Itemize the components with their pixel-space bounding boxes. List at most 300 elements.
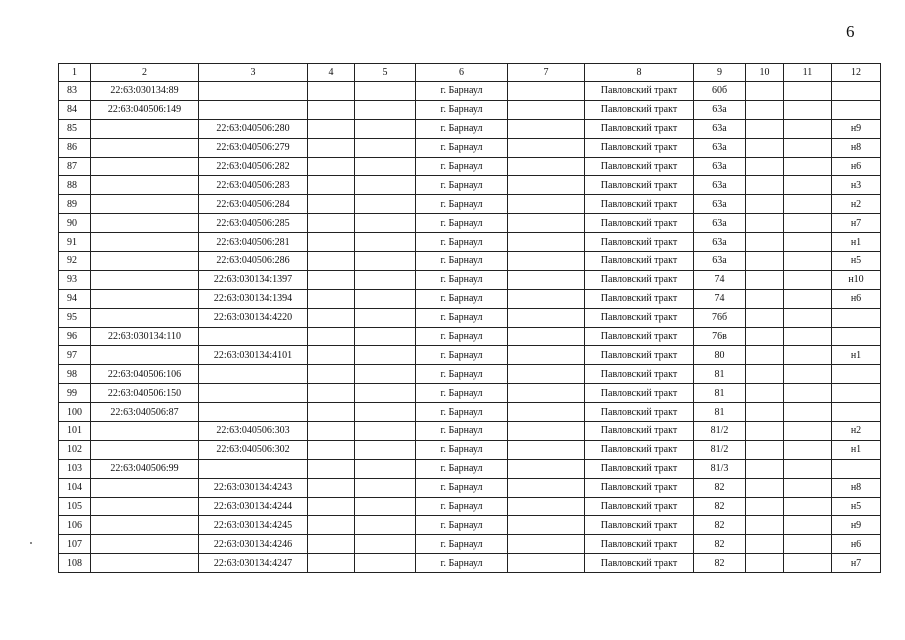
column-header: 11 xyxy=(784,64,832,82)
table-cell xyxy=(355,422,416,441)
table-cell xyxy=(308,195,355,214)
table-cell: н2 xyxy=(832,195,881,214)
table-cell xyxy=(355,440,416,459)
table-cell: н9 xyxy=(832,119,881,138)
table-cell: г. Барнаул xyxy=(416,440,508,459)
table-row xyxy=(59,365,881,384)
table-cell xyxy=(508,233,585,252)
table-cell xyxy=(508,459,585,478)
table-cell xyxy=(746,535,784,554)
column-header: 9 xyxy=(694,64,746,82)
table-cell: 22:63:040506:150 xyxy=(91,384,199,403)
table-cell xyxy=(784,252,832,271)
table-row xyxy=(59,176,881,195)
table-cell xyxy=(199,327,308,346)
table-cell xyxy=(355,157,416,176)
table-cell: 94 xyxy=(59,289,91,308)
table-cell: г. Барнаул xyxy=(416,327,508,346)
table-cell xyxy=(308,270,355,289)
table-cell: н2 xyxy=(832,422,881,441)
table-cell xyxy=(355,233,416,252)
table-cell xyxy=(508,478,585,497)
table-cell: 83 xyxy=(59,82,91,101)
table-cell: 22:63:040506:285 xyxy=(199,214,308,233)
table-cell xyxy=(91,422,199,441)
table-row xyxy=(59,82,881,101)
table-cell: Павловский тракт xyxy=(585,327,694,346)
table-cell: 63а xyxy=(694,233,746,252)
table-cell xyxy=(308,516,355,535)
table-cell: 100 xyxy=(59,403,91,422)
table-cell: 22:63:040506:87 xyxy=(91,403,199,422)
table-cell xyxy=(784,459,832,478)
table-cell xyxy=(784,270,832,289)
table-cell: 22:63:030134:4245 xyxy=(199,516,308,535)
table-cell: н6 xyxy=(832,157,881,176)
table-cell: 22:63:040506:279 xyxy=(199,138,308,157)
table-cell: н5 xyxy=(832,497,881,516)
table-cell: г. Барнаул xyxy=(416,195,508,214)
table-cell: 82 xyxy=(694,535,746,554)
table-cell xyxy=(355,535,416,554)
table-cell: н10 xyxy=(832,270,881,289)
table-cell: 60б xyxy=(694,82,746,101)
table-cell xyxy=(746,554,784,573)
table-cell xyxy=(508,289,585,308)
table-cell xyxy=(784,308,832,327)
table-cell: н8 xyxy=(832,138,881,157)
table-cell xyxy=(784,233,832,252)
table-cell: 76в xyxy=(694,327,746,346)
header-row xyxy=(59,64,881,82)
table-row xyxy=(59,459,881,478)
table-cell xyxy=(746,195,784,214)
table-cell: г. Барнаул xyxy=(416,365,508,384)
table-cell: 82 xyxy=(694,478,746,497)
table-cell xyxy=(784,289,832,308)
table-cell xyxy=(746,327,784,346)
table-cell xyxy=(508,403,585,422)
table-cell: Павловский тракт xyxy=(585,459,694,478)
table-cell xyxy=(746,459,784,478)
table-cell xyxy=(832,82,881,101)
table-cell: 22:63:030134:1394 xyxy=(199,289,308,308)
table-cell: н1 xyxy=(832,440,881,459)
table-cell xyxy=(508,554,585,573)
table-cell xyxy=(784,82,832,101)
table-cell xyxy=(784,535,832,554)
table-cell xyxy=(746,252,784,271)
table-cell: 81/2 xyxy=(694,440,746,459)
table-cell: 22:63:030134:4220 xyxy=(199,308,308,327)
table-cell: 22:63:030134:4246 xyxy=(199,535,308,554)
table-cell: н7 xyxy=(832,214,881,233)
table-cell xyxy=(746,497,784,516)
table-cell xyxy=(355,327,416,346)
table-cell: г. Барнаул xyxy=(416,535,508,554)
table-cell: н9 xyxy=(832,516,881,535)
table-cell: 22:63:030134:4101 xyxy=(199,346,308,365)
table-cell: г. Барнаул xyxy=(416,233,508,252)
table-cell: Павловский тракт xyxy=(585,384,694,403)
table-cell: г. Барнаул xyxy=(416,459,508,478)
column-header: 10 xyxy=(746,64,784,82)
table-cell xyxy=(355,195,416,214)
table-cell xyxy=(308,365,355,384)
table-cell xyxy=(784,384,832,403)
table-row xyxy=(59,119,881,138)
table-row xyxy=(59,346,881,365)
table-cell xyxy=(308,346,355,365)
table-cell: Павловский тракт xyxy=(585,176,694,195)
table-cell xyxy=(746,100,784,119)
table-cell xyxy=(508,252,585,271)
table-cell xyxy=(746,270,784,289)
table-cell xyxy=(355,365,416,384)
table-cell: 108 xyxy=(59,554,91,573)
table-cell: 22:63:030134:4247 xyxy=(199,554,308,573)
table-cell: г. Барнаул xyxy=(416,119,508,138)
table-cell: 22:63:040506:99 xyxy=(91,459,199,478)
table-cell xyxy=(308,157,355,176)
table-cell: н7 xyxy=(832,554,881,573)
table-cell xyxy=(308,82,355,101)
column-header: 3 xyxy=(199,64,308,82)
table-cell xyxy=(355,554,416,573)
table-cell: 81 xyxy=(694,384,746,403)
table-cell: 63а xyxy=(694,138,746,157)
table-cell xyxy=(355,403,416,422)
column-header: 5 xyxy=(355,64,416,82)
table-cell xyxy=(91,233,199,252)
table-row xyxy=(59,478,881,497)
table-cell: 63а xyxy=(694,157,746,176)
table-row xyxy=(59,440,881,459)
table-cell: Павловский тракт xyxy=(585,100,694,119)
table-row xyxy=(59,308,881,327)
column-header: 7 xyxy=(508,64,585,82)
table-cell: г. Барнаул xyxy=(416,289,508,308)
table-cell: Павловский тракт xyxy=(585,554,694,573)
table-cell xyxy=(746,176,784,195)
table-cell xyxy=(91,308,199,327)
table-cell xyxy=(832,100,881,119)
table-cell: г. Барнаул xyxy=(416,554,508,573)
table-cell xyxy=(746,422,784,441)
table-cell xyxy=(355,119,416,138)
table-cell xyxy=(355,289,416,308)
table-cell xyxy=(91,252,199,271)
table-row xyxy=(59,289,881,308)
table-cell: 81 xyxy=(694,365,746,384)
table-row xyxy=(59,497,881,516)
table-cell xyxy=(746,403,784,422)
table-cell xyxy=(784,100,832,119)
table-cell xyxy=(91,289,199,308)
table-cell: 63а xyxy=(694,214,746,233)
table-row xyxy=(59,252,881,271)
table-row xyxy=(59,516,881,535)
table-cell xyxy=(508,138,585,157)
table-cell xyxy=(508,365,585,384)
table-cell: 22:63:040506:149 xyxy=(91,100,199,119)
table-cell: 91 xyxy=(59,233,91,252)
table-cell: г. Барнаул xyxy=(416,157,508,176)
column-header: 1 xyxy=(59,64,91,82)
table-cell xyxy=(308,176,355,195)
table-cell xyxy=(355,270,416,289)
table-cell: 90 xyxy=(59,214,91,233)
table-cell: 63а xyxy=(694,195,746,214)
table-cell xyxy=(308,308,355,327)
table-cell: 101 xyxy=(59,422,91,441)
table-cell: 22:63:040506:106 xyxy=(91,365,199,384)
table-cell: 74 xyxy=(694,289,746,308)
table-cell xyxy=(508,195,585,214)
table-cell xyxy=(784,497,832,516)
table-cell: 22:63:040506:302 xyxy=(199,440,308,459)
table-cell: 105 xyxy=(59,497,91,516)
table-cell: 84 xyxy=(59,100,91,119)
table-cell: г. Барнаул xyxy=(416,138,508,157)
table-cell xyxy=(308,459,355,478)
table-cell xyxy=(746,289,784,308)
table-cell: 106 xyxy=(59,516,91,535)
table-cell: 81/3 xyxy=(694,459,746,478)
table-cell xyxy=(91,478,199,497)
table-cell xyxy=(199,100,308,119)
table-cell: 22:63:030134:110 xyxy=(91,327,199,346)
table-cell: г. Барнаул xyxy=(416,478,508,497)
table-cell xyxy=(508,535,585,554)
table-cell: 85 xyxy=(59,119,91,138)
table-cell xyxy=(355,214,416,233)
table-cell xyxy=(91,346,199,365)
table-cell: 99 xyxy=(59,384,91,403)
table-cell: Павловский тракт xyxy=(585,516,694,535)
table-cell xyxy=(308,119,355,138)
table-cell xyxy=(746,138,784,157)
table-cell xyxy=(746,478,784,497)
table-cell xyxy=(832,403,881,422)
table-cell xyxy=(508,176,585,195)
table-cell: 22:63:030134:4244 xyxy=(199,497,308,516)
table-cell xyxy=(308,384,355,403)
table-cell xyxy=(91,554,199,573)
table-cell xyxy=(784,554,832,573)
table-cell xyxy=(199,384,308,403)
table-cell: н5 xyxy=(832,252,881,271)
table-cell: н8 xyxy=(832,478,881,497)
table-cell: 89 xyxy=(59,195,91,214)
table-row xyxy=(59,195,881,214)
table-cell xyxy=(91,270,199,289)
table-cell xyxy=(91,440,199,459)
table-cell xyxy=(784,422,832,441)
table-cell xyxy=(784,327,832,346)
table-cell: 22:63:030134:4243 xyxy=(199,478,308,497)
table-cell: Павловский тракт xyxy=(585,119,694,138)
table-cell: 22:63:040506:280 xyxy=(199,119,308,138)
table-cell xyxy=(508,384,585,403)
table-cell xyxy=(746,516,784,535)
table-cell: 76б xyxy=(694,308,746,327)
table-cell: н6 xyxy=(832,289,881,308)
table-cell xyxy=(746,365,784,384)
table-cell xyxy=(784,403,832,422)
table-cell xyxy=(308,554,355,573)
table-cell: Павловский тракт xyxy=(585,214,694,233)
table-cell xyxy=(784,214,832,233)
table-cell: 74 xyxy=(694,270,746,289)
column-header: 4 xyxy=(308,64,355,82)
table-cell: Павловский тракт xyxy=(585,157,694,176)
table-cell: Павловский тракт xyxy=(585,365,694,384)
table-cell: 82 xyxy=(694,516,746,535)
table-cell: 22:63:030134:89 xyxy=(91,82,199,101)
table-cell: Павловский тракт xyxy=(585,535,694,554)
table-cell xyxy=(832,459,881,478)
table-cell: 86 xyxy=(59,138,91,157)
table-row xyxy=(59,214,881,233)
scan-speck xyxy=(30,542,32,544)
table-row xyxy=(59,422,881,441)
table-cell xyxy=(91,176,199,195)
table-cell: 63а xyxy=(694,252,746,271)
column-header: 6 xyxy=(416,64,508,82)
table-cell xyxy=(355,384,416,403)
table-cell xyxy=(746,82,784,101)
table-cell xyxy=(91,138,199,157)
table-cell: Павловский тракт xyxy=(585,497,694,516)
table-row xyxy=(59,233,881,252)
table-cell: 22:63:040506:303 xyxy=(199,422,308,441)
table-cell xyxy=(355,252,416,271)
register-table xyxy=(58,63,881,573)
table-cell xyxy=(746,214,784,233)
table-cell xyxy=(784,176,832,195)
table-cell xyxy=(832,365,881,384)
table-cell xyxy=(355,100,416,119)
table-cell: г. Барнаул xyxy=(416,82,508,101)
table-cell xyxy=(355,138,416,157)
table-cell xyxy=(355,497,416,516)
table-cell xyxy=(308,327,355,346)
table-cell xyxy=(784,478,832,497)
table-cell xyxy=(308,440,355,459)
table-cell: Павловский тракт xyxy=(585,289,694,308)
table-cell: г. Барнаул xyxy=(416,270,508,289)
table-cell: 103 xyxy=(59,459,91,478)
table-cell: г. Барнаул xyxy=(416,403,508,422)
table-cell xyxy=(199,82,308,101)
table-cell: н1 xyxy=(832,346,881,365)
table-cell: 63а xyxy=(694,119,746,138)
table-cell xyxy=(308,289,355,308)
table-cell xyxy=(91,157,199,176)
table-cell: н1 xyxy=(832,233,881,252)
table-cell xyxy=(355,82,416,101)
table-cell xyxy=(308,403,355,422)
table-cell: 80 xyxy=(694,346,746,365)
table-cell: 87 xyxy=(59,157,91,176)
table-row xyxy=(59,535,881,554)
table-cell: 102 xyxy=(59,440,91,459)
table-cell: 107 xyxy=(59,535,91,554)
table-cell: 63а xyxy=(694,176,746,195)
table-cell: Павловский тракт xyxy=(585,138,694,157)
table-cell xyxy=(784,440,832,459)
table-cell xyxy=(508,270,585,289)
table-cell xyxy=(199,459,308,478)
table-cell xyxy=(746,346,784,365)
table-cell xyxy=(308,422,355,441)
table-row xyxy=(59,384,881,403)
table-cell xyxy=(308,478,355,497)
table-cell xyxy=(784,138,832,157)
table-row xyxy=(59,327,881,346)
table-cell xyxy=(746,119,784,138)
table-cell xyxy=(784,365,832,384)
table-cell xyxy=(508,119,585,138)
table-cell xyxy=(91,497,199,516)
table-cell xyxy=(355,478,416,497)
table-cell xyxy=(91,516,199,535)
table-row xyxy=(59,138,881,157)
table-cell: 22:63:040506:283 xyxy=(199,176,308,195)
table-cell xyxy=(746,157,784,176)
table-cell xyxy=(308,138,355,157)
table-cell xyxy=(355,459,416,478)
table-cell xyxy=(508,214,585,233)
table-cell xyxy=(508,422,585,441)
table-cell xyxy=(508,308,585,327)
table-cell: 22:63:040506:281 xyxy=(199,233,308,252)
table-cell: Павловский тракт xyxy=(585,233,694,252)
table-cell xyxy=(832,308,881,327)
table-cell xyxy=(91,119,199,138)
table-cell xyxy=(746,308,784,327)
table-cell xyxy=(784,195,832,214)
table-cell: Павловский тракт xyxy=(585,270,694,289)
table-cell xyxy=(91,535,199,554)
table-cell xyxy=(508,346,585,365)
table-cell: г. Барнаул xyxy=(416,308,508,327)
table-cell xyxy=(784,346,832,365)
table-row xyxy=(59,100,881,119)
table-cell: 81/2 xyxy=(694,422,746,441)
table-cell xyxy=(832,384,881,403)
table-cell: 98 xyxy=(59,365,91,384)
table-cell: 22:63:030134:1397 xyxy=(199,270,308,289)
table-cell xyxy=(746,233,784,252)
table-cell xyxy=(308,535,355,554)
table-cell xyxy=(746,440,784,459)
table-cell: г. Барнаул xyxy=(416,176,508,195)
table-cell: 95 xyxy=(59,308,91,327)
table-cell: Павловский тракт xyxy=(585,478,694,497)
table-cell xyxy=(784,157,832,176)
table-cell xyxy=(308,252,355,271)
table-cell: Павловский тракт xyxy=(585,346,694,365)
table-row xyxy=(59,157,881,176)
table-cell: 97 xyxy=(59,346,91,365)
table-cell xyxy=(308,497,355,516)
table-cell xyxy=(91,195,199,214)
table-cell: г. Барнаул xyxy=(416,422,508,441)
table-cell: г. Барнаул xyxy=(416,100,508,119)
table-cell: Павловский тракт xyxy=(585,308,694,327)
